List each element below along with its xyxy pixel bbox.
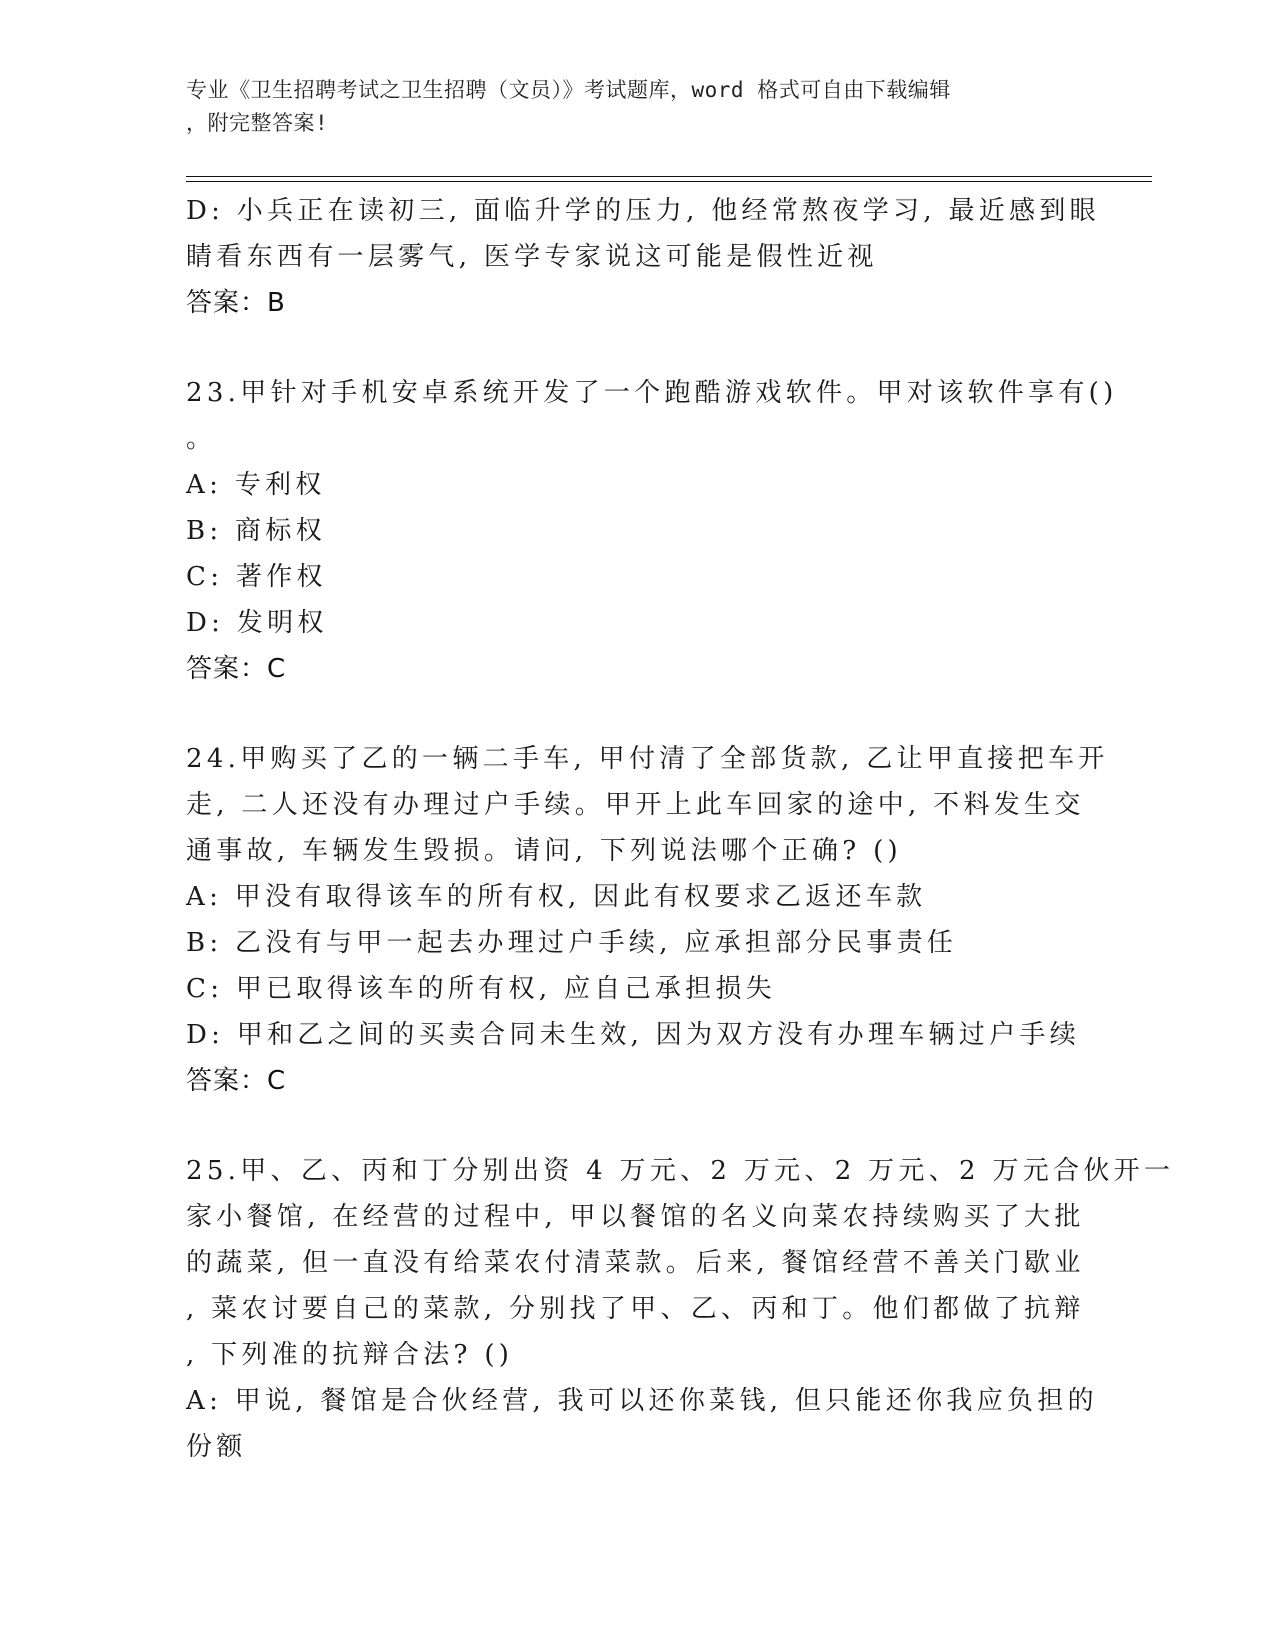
option-a-line-1: A: 甲说, 餐馆是合伙经营, 我可以还你菜钱, 但只能还你我应负担的	[186, 1386, 1098, 1416]
question-stem-line-3: 通事故, 车辆发生毁损。请问, 下列说法哪个正确? ()	[186, 836, 902, 866]
answer-line: 答案：C	[186, 654, 287, 684]
option-d-line-2: 睛看东西有一层雾气, 医学专家说这可能是假性近视	[186, 242, 878, 272]
option-b: B: 商标权	[186, 516, 326, 546]
question-stem-line-2: 家小餐馆, 在经营的过程中, 甲以餐馆的名义向菜农持续购买了大批	[186, 1202, 1085, 1232]
spacer	[186, 326, 1086, 370]
option-b: B: 乙没有与甲一起去办理过户手续, 应承担部分民事责任	[186, 928, 958, 958]
answer-line: 答案：C	[186, 1066, 287, 1096]
question-stem-line-1: 24.甲购买了乙的一辆二手车, 甲付清了全部货款, 乙让甲直接把车开	[186, 744, 1109, 774]
question-stem-line-4: , 菜农讨要自己的菜款, 分别找了甲、乙、丙和丁。他们都做了抗辩	[186, 1294, 1085, 1324]
question-stem-line-1: 23.甲针对手机安卓系统开发了一个跑酷游戏软件。甲对该软件享有()	[186, 378, 1118, 408]
question-25	[186, 1148, 1175, 1470]
question-24	[186, 736, 1109, 1104]
question-23	[186, 370, 1118, 692]
option-d: D: 甲和乙之间的买卖合同未生效, 因为双方没有办理车辆过户手续	[186, 1020, 1080, 1050]
option-d-line-1: D: 小兵正在读初三, 面临升学的压力, 他经常熬夜学习, 最近感到眼	[186, 196, 1100, 226]
question-stem-line-1: 25.甲、乙、丙和丁分别出资 4 万元、2 万元、2 万元、2 万元合伙开一	[186, 1156, 1175, 1186]
answer-line: 答案：B	[186, 288, 286, 318]
header-line-1: 专业《卫生招聘考试之卫生招聘（文员）》考试题库，word 格式可自由下载编辑	[186, 78, 951, 102]
option-a: A: 甲没有取得该车的所有权, 因此有权要求乙返还车款	[186, 882, 927, 912]
question-stem-line-5: , 下列准的抗辩合法? ()	[186, 1340, 514, 1370]
document-header	[186, 74, 1066, 140]
option-c: C: 著作权	[186, 562, 327, 592]
option-c: C: 甲已取得该车的所有权, 应自己承担损失	[186, 974, 777, 1004]
option-a-line-2: 份额	[186, 1432, 247, 1462]
document-body	[186, 188, 1175, 1470]
question-stem-line-2: 走, 二人还没有办理过户手续。甲开上此车回家的途中, 不料发生交	[186, 790, 1085, 820]
spacer	[186, 692, 1086, 736]
prev-question-block	[186, 188, 1100, 326]
spacer	[186, 1104, 1086, 1148]
header-rule-bottom	[186, 181, 1152, 182]
option-d: D: 发明权	[186, 608, 328, 638]
option-a: A: 专利权	[186, 470, 326, 500]
header-rule-top	[186, 176, 1152, 177]
question-stem-line-3: 的蔬菜, 但一直没有给菜农付清菜款。后来, 餐馆经营不善关门歇业	[186, 1248, 1085, 1278]
header-line-2: ，附完整答案!	[186, 111, 329, 135]
question-stem-line-2: 。	[186, 424, 217, 454]
